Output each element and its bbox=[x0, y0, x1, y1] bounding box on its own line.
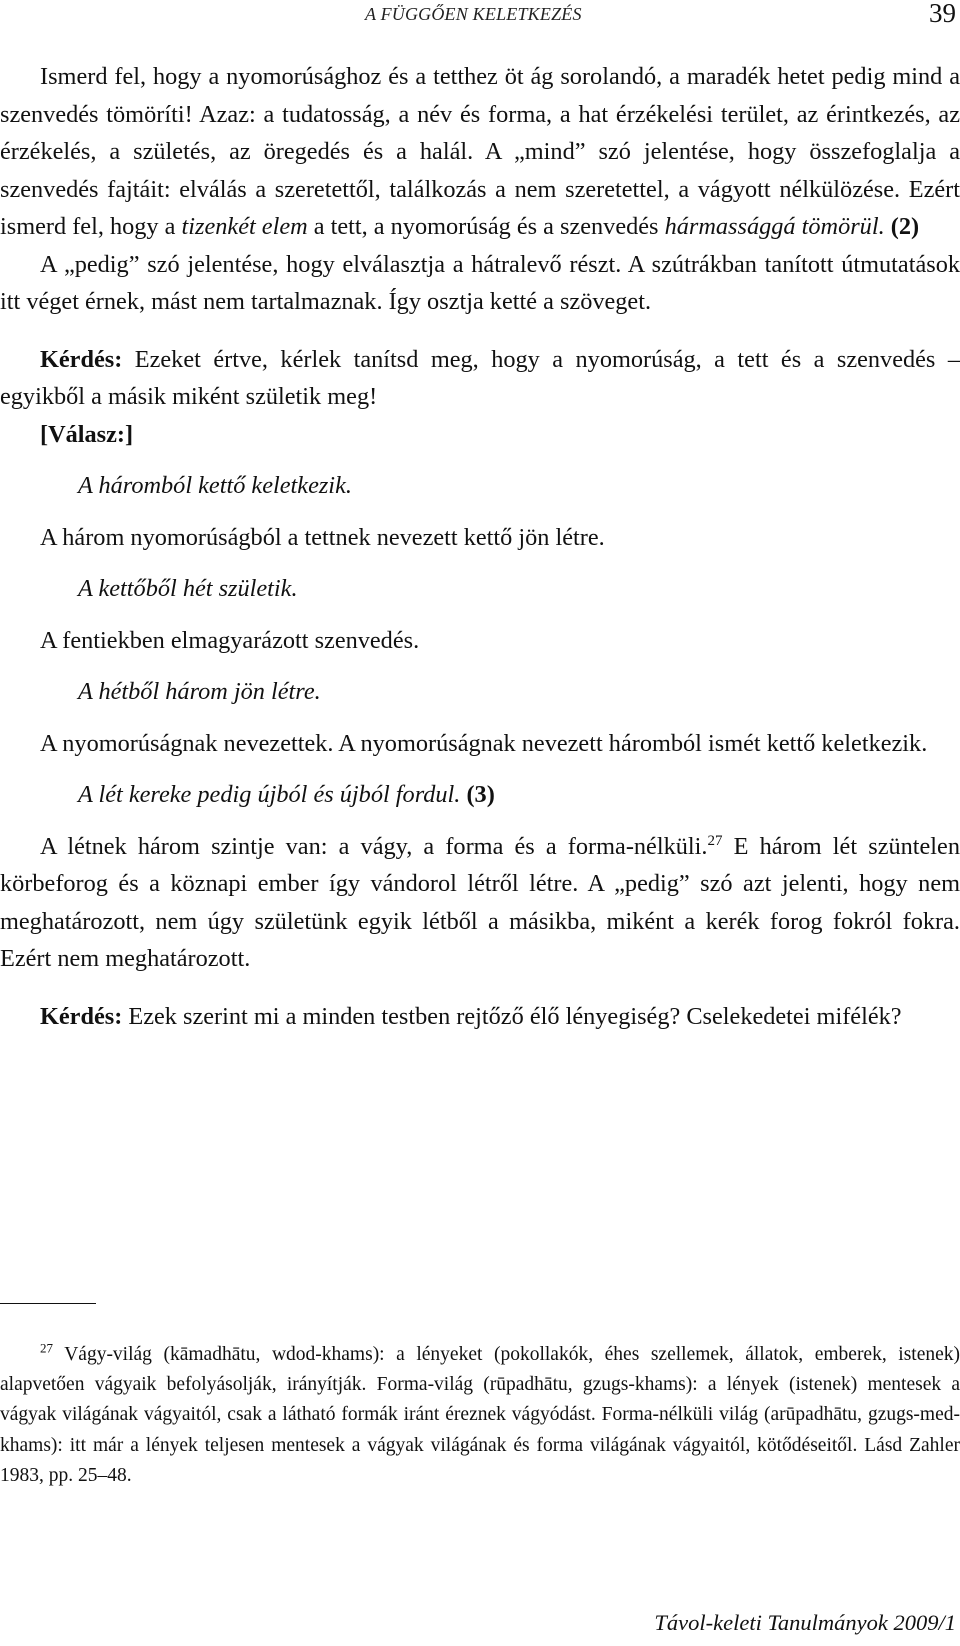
root-verse bbox=[0, 776, 960, 814]
page-header bbox=[0, 0, 960, 36]
root-verse: A hétből három jön létre. bbox=[78, 678, 321, 705]
answer-label: [Válasz:] bbox=[40, 420, 134, 448]
verse-reference: (2) bbox=[884, 213, 920, 240]
commentary-paragraph: A nyomorúságnak nevezettek. A nyomorúságnak nevezett háromból ismét kettő keletkezik. bbox=[40, 729, 928, 757]
running-head: A FÜGGŐEN KELETKEZÉS bbox=[365, 4, 582, 24]
main-text bbox=[0, 58, 960, 1035]
verse-reference: (3) bbox=[460, 781, 495, 808]
emphasis-twelve-elements: tizenkét elem bbox=[181, 213, 308, 240]
paragraph-pedig-meaning: A „pedig” szó jelentése, hogy elválasztja a hátralevő részt. A szútrákban tanított útmutatások itt véget érnek, mást nem tartalmaznak. Így osztja ketté a szöveget. bbox=[0, 250, 960, 315]
commentary-line: A három nyomorúságból a tettnek nevezett kettő jön létre. bbox=[40, 523, 605, 551]
paragraph-text: A létnek három szintje van: a vágy, a forma és a forma-nélküli. bbox=[40, 832, 708, 860]
paragraph-text: Ismerd fel, hogy a nyomorúsághoz és a tetthez öt ág sorolandó, a maradék hetet pedig mind a szenvedés tömöríti! Azaz: a tudatosság, a név és forma, a hat érzékelési terület, az érintkezés, az érzékelés, a születés, az öregedés és a halál. A „mind” szó jelentése, hogy összefoglalja a szenvedés fajtáit: elválás a szeretettől, találkozás a nem szeretettel, a vágyott nélkülözése. Ezért ismerd fel, hogy a bbox=[0, 63, 960, 240]
question-label: Kérdés: bbox=[40, 345, 123, 373]
paragraph-three-realms bbox=[0, 828, 960, 978]
question-paragraph bbox=[0, 998, 960, 1036]
root-verse: A kettőből hét születik. bbox=[78, 575, 298, 602]
emphasis-condensed-threefold: hármassággá tömörül. bbox=[664, 213, 885, 240]
paragraph-twelve-links bbox=[0, 58, 960, 246]
page-footer: Távol-keleti Tanulmányok 2009/1 bbox=[654, 1610, 956, 1635]
commentary-line: A fentiekben elmagyarázott szenvedés. bbox=[40, 626, 420, 654]
root-verse: A háromból kettő keletkezik. bbox=[78, 472, 352, 499]
paragraph-text: a tett, a nyomorúság és a szenvedés bbox=[307, 213, 665, 240]
question-label: Kérdés: bbox=[40, 1002, 123, 1030]
question-text: Ezeket értve, kérlek tanítsd meg, hogy a nyomorúság, a tett és a szenvedés – egyikből a másik miként születik meg! bbox=[0, 345, 960, 410]
question-paragraph bbox=[0, 341, 960, 416]
question-text: Ezek szerint mi a minden testben rejtőző élő lényegiség? Cselekedetei mifélék? bbox=[122, 1002, 902, 1030]
footnote-divider bbox=[0, 1303, 96, 1304]
footnote-marker[interactable]: 27 bbox=[707, 832, 723, 849]
page-number: 39 bbox=[929, 0, 956, 28]
footnote bbox=[0, 1340, 960, 1491]
root-verse-text: A lét kereke pedig újból és újból fordul. bbox=[78, 781, 461, 808]
paragraph-text: E három lét szüntelen körbeforog és a köznapi ember így vándorol létről létre. A „pedig” szó azt jelenti, hogy nem meghatározott, nem úgy születünk egyik létből a másikba, miként a kerék forog fokról fokra. Ezért nem meghatározott. bbox=[0, 832, 960, 972]
footnote-number: 27 bbox=[40, 1340, 53, 1356]
footnote-text: Vágy-világ (kāmadhātu, wdod-khams): a lényeket (pokollakók, éhes szellemek, állatok, emberek, istenek) alapvetően vágyaik befolyásolják, irányítják. Forma-világ (rūpadhātu, gzugs-khams): a lények (istenek) mentesek a vágyak világának vágyaitól, csak a látható formák iránt éreznek vágyódást. Forma-nélküli világ (arūpadhātu, gzugs-med-khams): itt már a lények teljesen mentesek a vágyak világának és forma világának vágyaitól, kötődéseitől. Lásd Zahler 1983, pp. 25–48. bbox=[0, 1344, 960, 1486]
